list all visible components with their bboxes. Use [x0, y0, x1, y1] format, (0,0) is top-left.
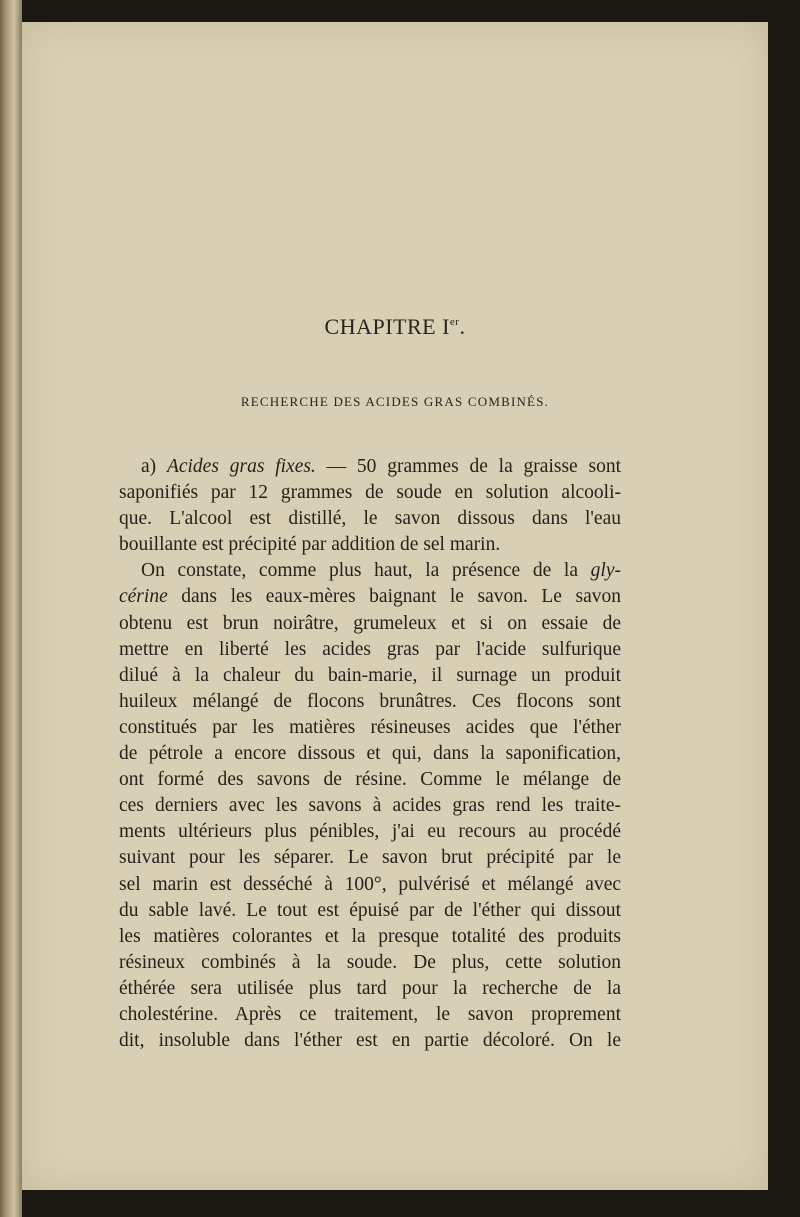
text-line: dilué à la chaleur du bain-marie, il surnage un produit	[119, 664, 621, 686]
text-line: éthérée sera utilisée plus tard pour la recherche de la	[119, 977, 621, 999]
facing-page-edge	[0, 0, 22, 1217]
text-line: que. L'alcool est distillé, le savon dissous dans l'eau	[119, 508, 621, 530]
text-line: de pétrole a encore dissous et qui, dans la saponification,	[119, 743, 621, 765]
text-line: huileux mélangé de flocons brunâtres. Ces flocons sont	[119, 690, 621, 712]
body-text	[119, 454, 621, 1054]
italic-span: gly-	[590, 560, 621, 582]
book-page	[22, 22, 768, 1190]
text-line	[119, 454, 621, 480]
text-line: sel marin est desséché à 100°, pulvérisé et mélangé avec	[119, 873, 621, 895]
chapter-title	[22, 314, 768, 340]
text-line: cholestérine. Après ce traitement, le savon proprement	[119, 1003, 621, 1025]
chapter-superscript: er	[449, 316, 460, 328]
text-line	[119, 584, 621, 610]
text-span: dans les eaux-mères baignant le savon. Le savon	[167, 586, 621, 608]
text-line: ces derniers avec les savons à acides gras rend les traite-	[119, 795, 621, 817]
text-line: bouillante est précipité par addition de sel marin.	[119, 534, 501, 556]
text-line: du sable lavé. Le tout est épuisé par de l'éther qui dissout	[119, 899, 621, 921]
text-line: obtenu est brun noirâtre, grumeleux et si on essaie de	[119, 612, 621, 634]
text-line: résineux combinés à la soude. De plus, cette solution	[119, 951, 621, 973]
chapter-title-period: .	[459, 314, 466, 339]
text-line: dit, insoluble dans l'éther est en partie décoloré. On le	[119, 1030, 621, 1052]
text-line	[119, 558, 621, 584]
section-title: RECHERCHE DES ACIDES GRAS COMBINÉS.	[240, 394, 550, 409]
text-line: mettre en liberté les acides gras par l'acide sulfurique	[119, 638, 621, 660]
chapter-title-text: CHAPITRE I	[324, 314, 450, 339]
text-line: ments ultérieurs plus pénibles, j'ai eu recours au procédé	[119, 821, 621, 843]
italic-span: cérine	[119, 586, 168, 608]
italic-span: Acides gras fixes.	[166, 456, 316, 477]
text-span: — 50 grammes de la graisse sont	[315, 456, 621, 477]
text-line: saponifiés par 12 grammes de soude en solution alcooli-	[119, 482, 621, 504]
text-line: ont formé des savons de résine. Comme le mélange de	[119, 769, 621, 791]
text-span: On constate, comme plus haut, la présence de la	[141, 560, 591, 582]
text-line: constitués par les matières résineuses acides que l'éther	[119, 716, 621, 738]
text-line: suivant pour les séparer. Le savon brut précipité par le	[119, 847, 621, 869]
text-span: a)	[141, 456, 167, 477]
text-line: les matières colorantes et la presque totalité des produits	[119, 925, 621, 947]
